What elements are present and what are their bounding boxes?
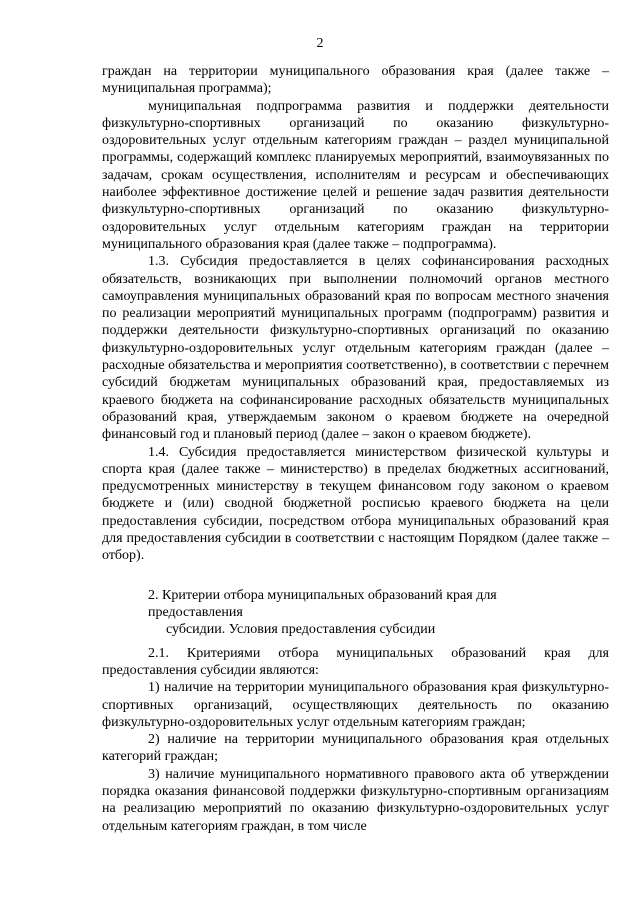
paragraph-2-1: 2.1. Критериями отбора муниципальных образований края для предоставления субсидии являются: (102, 645, 609, 678)
paragraph-1-3: 1.3. Субсидия предоставляется в целях софинансирования расходных обязательств, возникающих при выполнении полномочий органов местного самоуправления муниципальных образований края по вопросам местного значения по реализации мероприятий муниципальных программ (подпрограмм) развития и поддержки деятельности физкультурно-спортивных организаций по оказанию физкультурно-оздоровительных услуг отдельным категориям граждан (далее – расходные обязательства и мероприятия соответственно), в соответствии с перечнем субсидий бюджетам муниципальных образований края, предоставляемых из краевого бюджета на софинансирование расходных обязательств муниципальных образований края, утверждаемым законом о краевом бюджете на очередной финансовый год и плановый период (далее – закон о краевом бюджете). (102, 254, 609, 443)
document-body (102, 63, 609, 835)
page-number: 2 (316, 36, 324, 51)
section-heading-2 (148, 587, 578, 638)
criterion-1: 1) наличие на территории муниципального образования края физкультурно-спортивных организаций, осуществляющих деятельность по оказанию физкультурно-оздоровительных услуг отдельным категориям граждан; (102, 680, 609, 730)
criterion-2: 2) наличие на территории муниципального образования края отдельных категорий граждан; (102, 732, 609, 765)
section-heading-line-1: 2. Критерии отбора муниципальных образований края для предоставления (148, 587, 497, 620)
paragraph-subprogram-definition: муниципальная подпрограмма развития и поддержки деятельности физкультурно-спортивных организаций по оказанию физкультурно-оздоровительных услуг отдельным категориям граждан – раздел муниципальной программы, содержащий комплекс планируемых мероприятий, взаимоувязанных по задачам, срокам осуществления, исполнителям и ресурсам и обеспечивающих наиболее эффективное достижение целей и решение задач развития деятельности физкультурно-спортивных организаций по оказанию физкультурно-оздоровительных услуг отдельным категориям граждан на территории муниципального образования края (далее также – подпрограмма). (102, 98, 609, 252)
section-heading-line-2: субсидии. Условия предоставления субсидии (166, 621, 436, 637)
paragraph-continuation: граждан на территории муниципального образования края (далее также – муниципальная программа); (102, 64, 609, 97)
paragraph-1-4: 1.4. Субсидия предоставляется министерством физической культуры и спорта края (далее также – министерство) в пределах бюджетных ассигнований, предусмотренных министерству в текущем финансовом году законом о краевом бюджете и (или) сводной бюджетной росписью краевого бюджета на цели предоставления субсидии, посредством отбора муниципальных образований края для предоставления субсидии в соответствии с настоящим Порядком (далее также – отбор). (102, 444, 609, 564)
criterion-3: 3) наличие муниципального нормативного правового акта об утверждении порядка оказания финансовой поддержки физкультурно-спортивным организациям на реализацию мероприятий по оказанию физкультурно-оздоровительных услуг отдельным категориям граждан, в том числе (102, 766, 609, 834)
